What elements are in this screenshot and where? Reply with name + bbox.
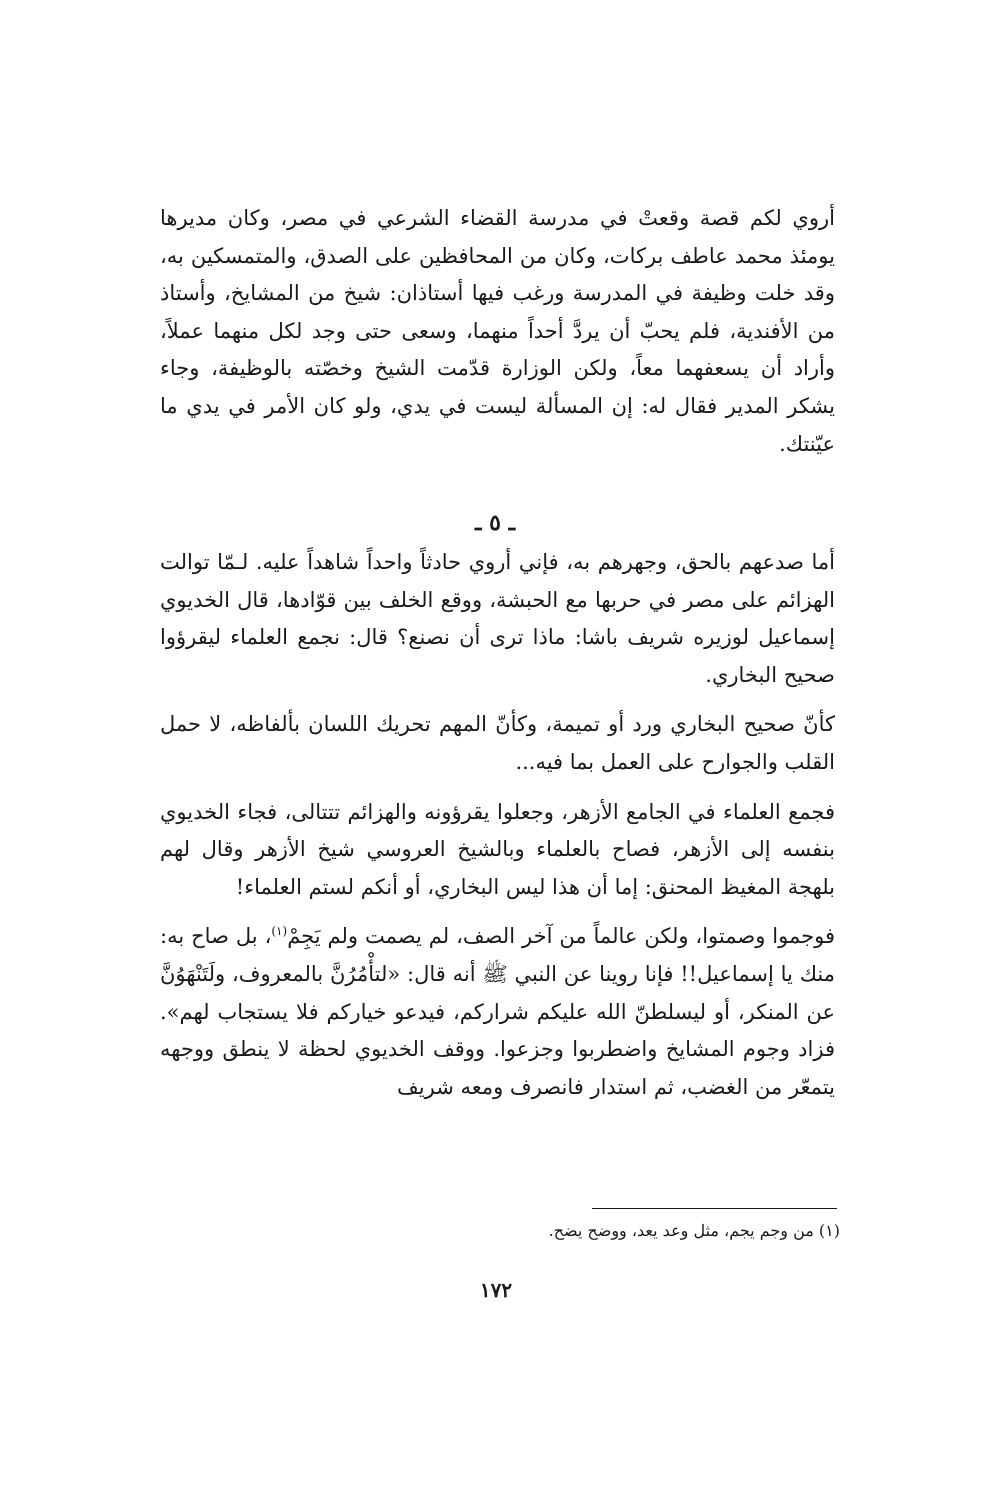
paragraph-khedive-question: أما صدعهم بالحق، وجهرهم به، فإني أروي حادثاً واحداً شاهداً عليه. لـمّا توالت الهزائم على مصر في حربها مع الحبشة، ووقع الخلف بين قوّادها، قال الخديوي إسماعيل لوزيره شريف باشا: ماذا ترى أن نصنع؟ قال: نجمع العلماء ليقرؤوا صحيح البخاري. <box>160 550 835 687</box>
section-marker: ـ ٥ ـ <box>474 510 516 536</box>
footnote-divider <box>592 1208 837 1209</box>
footnote-text: (١) من وجم يجم، مثل وعد يعد، ووضح يضح. <box>548 1221 840 1240</box>
paragraph-bukhari-amulet: كأنّ صحيح البخاري ورد أو تميمة، وكأنّ المهم تحريك اللسان بألفاظه، لا حمل القلب والجوارح على العمل بما فيه... <box>160 712 835 774</box>
section-5-text <box>160 544 835 1106</box>
paragraph-story-school: أروي لكم قصة وقعتْ في مدرسة القضاء الشرعي في مصر، وكان مديرها يومئذ محمد عاطف بركات، وكان من المحافظين على الصدق، والمتمسكين به، وقد خلت وظيفة في المدرسة ورغب فيها أستاذان: شيخ من المشايخ، وأستاذ من الأفندية، فلم يحبّ أن يردَّ أحداً منهما، وسعى حتى وجد لكل منهما عملاً، وأراد أن يسعفهما معاً، ولكن الوزارة قدّمت الشيخ وخصّته بالوظيفة، وجاء يشكر المدير فقال له: إن المسألة ليست في يدي، ولو كان الأمر في يدي ما عيّنتك. <box>160 206 835 456</box>
reply-text-end: ، بل صاح به: منك يا إسماعيل!! فإنا روينا عن النبي ﷺ أنه قال: «لتأْمُرُنَّ بالمعروف، ولَتَنْهَوُنَّ عن المنكر، أو ليسلطنّ الله عليكم شراركم، فيدعو خياركم فلا يستجاب لهم». فزاد وجوم المشايخ واضطربوا وجزعوا. ووقف الخديوي لحظة لا ينطق ووجهه يتمعّر من الغضب، ثم استدار فانصرف ومعه شريف <box>160 924 835 1099</box>
paragraph-azhar-gathering: فجمع العلماء في الجامع الأزهر، وجعلوا يقرؤونه والهزائم تتتالى، فجاء الخديوي بنفسه إلى الأزهر، فصاح بالعلماء وبالشيخ العروسي شيخ الأزهر وقال لهم بلهجة المغيظ المحنق: إما أن هذا ليس البخاري، أو أنكم لستم العلماء! <box>160 799 835 899</box>
reply-text-start: فوجموا وصمتوا، ولكن عالماً من آخر الصف، لم يصمت ولم يَجِمْ <box>287 924 835 949</box>
page-number: ١٧٢ <box>479 1278 513 1302</box>
opening-story-text <box>160 200 835 463</box>
footnote-reference: (١) <box>271 924 288 939</box>
paragraph-scholar-reply <box>160 918 835 1106</box>
